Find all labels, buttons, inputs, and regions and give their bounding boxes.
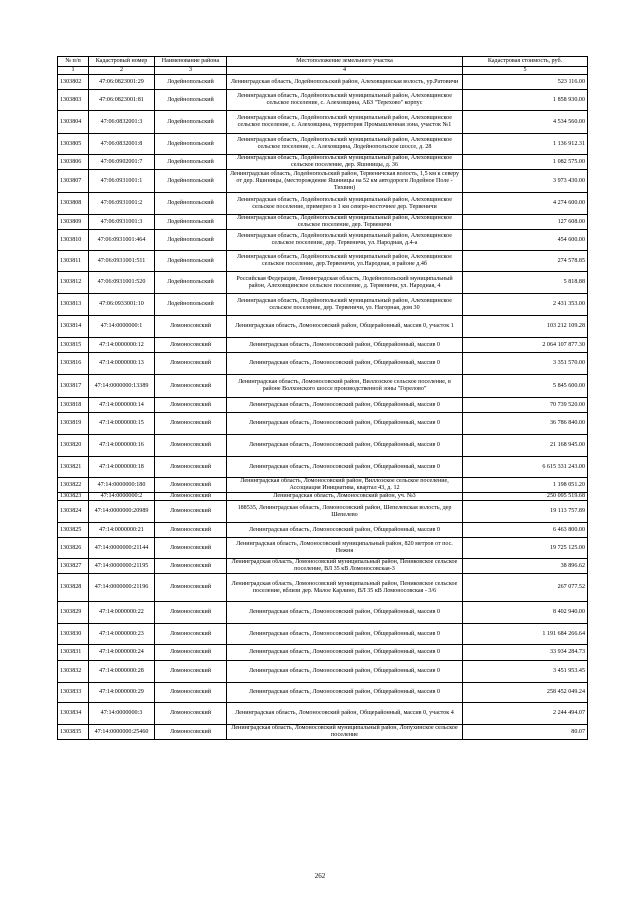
cost-cell: 5 845 600.00: [463, 375, 588, 398]
cadastral-number-cell: 47:06:0931001:464: [89, 230, 155, 251]
location-cell: Ленинградская область, Лодейнопольский муниципальный район, Алеховщинское сельское поселение, дер. Яшнницы, д. 36: [227, 155, 463, 170]
row-number-cell: 1303835: [58, 725, 89, 740]
row-number-cell: 1303825: [58, 523, 89, 538]
row-number-cell: 1303820: [58, 435, 89, 457]
table-row: [58, 683, 588, 703]
district-cell: Лодейнопольский: [155, 134, 227, 155]
row-number-cell: 1303816: [58, 353, 89, 375]
column-index: 5: [463, 67, 588, 75]
district-cell: Ломоносовский: [155, 501, 227, 523]
district-cell: Ломоносовский: [155, 413, 227, 435]
location-cell: Ленинградская область, Ломоносовский муниципальный район, Пениковское сельское поселение, ВЛ 35 кВ Ломоносовская-3: [227, 559, 463, 574]
cost-cell: 2 431 353.00: [463, 294, 588, 316]
row-number-cell: 1303822: [58, 478, 89, 493]
table-row: [58, 75, 588, 90]
cost-cell: 5 818.88: [463, 272, 588, 294]
cadastral-number-cell: 47:14:0000000:14: [89, 398, 155, 413]
cadastral-number-cell: 47:06:0931001:2: [89, 193, 155, 215]
cost-cell: 2 244 494.07: [463, 703, 588, 725]
cost-cell: 19 113 757.89: [463, 501, 588, 523]
district-cell: Ломоносовский: [155, 661, 227, 683]
table-row: [58, 602, 588, 624]
cadastral-number-cell: 47:06:0931001:520: [89, 272, 155, 294]
cost-cell: 1 858 930.00: [463, 90, 588, 111]
cadastral-number-cell: 47:06:0902001:7: [89, 155, 155, 170]
table-row: [58, 193, 588, 215]
cadastral-number-cell: 47:06:0933001:10: [89, 294, 155, 316]
location-cell: Ленинградская область, Ломоносовский район, Общерайонный, массив 0: [227, 523, 463, 538]
cadastral-number-cell: 47:14:0000000:1: [89, 316, 155, 338]
table-row: [58, 230, 588, 251]
cadastral-number-cell: 47:14:0000000:3: [89, 703, 155, 725]
row-number-cell: 1303830: [58, 624, 89, 645]
district-cell: Ломоносовский: [155, 493, 227, 501]
table-row: [58, 523, 588, 538]
cadastral-number-cell: 47:14:0000000:22: [89, 602, 155, 624]
cost-cell: 8 402 940.00: [463, 602, 588, 624]
location-cell: Ленинградская область, Ломоносовский муниципальный район, Пениковское сельское поселение, вблизи дер. Малое Карлино, ВЛ 35 кВ Ломоносовская - 3/6: [227, 574, 463, 602]
cost-cell: 250 095 519.68: [463, 493, 588, 501]
table-row: [58, 493, 588, 501]
cost-cell: 3 351 570.00: [463, 353, 588, 375]
district-cell: Лодейнопольский: [155, 215, 227, 230]
page-number: 262: [314, 872, 326, 880]
cadastral-number-cell: 47:14:0000000:20989: [89, 501, 155, 523]
location-cell: Ленинградская область, Ломоносовский район, Общерайонный, массив 0, участок 1: [227, 316, 463, 338]
district-cell: Ломоносовский: [155, 478, 227, 493]
cadastral-number-cell: 47:14:0000000:12: [89, 338, 155, 353]
table-row: [58, 251, 588, 272]
cost-cell: 1 136 912.31: [463, 134, 588, 155]
location-cell: Ленинградская область, Лодейнопольский муниципальный район, Алеховщинское сельское поселение, дер. Тервеничи: [227, 215, 463, 230]
row-number-cell: 1303818: [58, 398, 89, 413]
row-number-cell: 1303803: [58, 90, 89, 111]
table-row: [58, 538, 588, 559]
cost-cell: 36 786 840.00: [463, 413, 588, 435]
district-cell: Лодейнопольский: [155, 170, 227, 193]
location-cell: Ленинградская область, Ломоносовский район, Виллозское сельское поселение, в районе Волхонского шоссе производственной зоны "Горелово": [227, 375, 463, 398]
row-number-cell: 1303831: [58, 645, 89, 661]
row-number-cell: 1303819: [58, 413, 89, 435]
row-number-cell: 1303834: [58, 703, 89, 725]
location-cell: Ленинградская область, Ломоносовский район, уч. №3: [227, 493, 463, 501]
row-number-cell: 1303814: [58, 316, 89, 338]
cadastral-number-cell: 47:06:0832001:8: [89, 134, 155, 155]
district-cell: Ломоносовский: [155, 574, 227, 602]
row-number-cell: 1303806: [58, 155, 89, 170]
location-cell: Ленинградская область, Ломоносовский район, Виллозское сельское поселение, Ассоциация Инициатива, квартал 43, д. 12: [227, 478, 463, 493]
row-number-cell: 1303833: [58, 683, 89, 703]
table-row: [58, 155, 588, 170]
location-cell: Ленинградская область, Ломоносовский район, Общерайонный, массив 0: [227, 338, 463, 353]
cost-cell: 1 082 575.00: [463, 155, 588, 170]
location-cell: Ленинградская область, Ломоносовский район, Общерайонный, массив 0: [227, 661, 463, 683]
row-number-cell: 1303826: [58, 538, 89, 559]
column-index: 2: [89, 67, 155, 75]
location-cell: Ленинградская область, Лодейнопольский район, Тервеничская волость, 1,5 км к северу от дер. Яшнницы, (месторождение Яшнницы на 52 км автодороги Лодейное Поле - Тихвин): [227, 170, 463, 193]
column-index: 4: [227, 67, 463, 75]
cadastral-number-cell: 47:14:0000000:13389: [89, 375, 155, 398]
location-cell: Ленинградская область, Ломоносовский муниципальный район, Лопухинское сельское поселение: [227, 725, 463, 740]
location-cell: Ленинградская область, Ломоносовский район, Общерайонный, массив 0: [227, 353, 463, 375]
district-cell: Лодейнопольский: [155, 90, 227, 111]
cadastral-number-cell: 47:06:0832001:3: [89, 111, 155, 134]
district-cell: Ломоносовский: [155, 645, 227, 661]
row-number-cell: 1303810: [58, 230, 89, 251]
cadastral-number-cell: 47:14:0000000:23: [89, 624, 155, 645]
district-cell: Лодейнопольский: [155, 272, 227, 294]
row-number-cell: 1303809: [58, 215, 89, 230]
row-number-cell: 1303815: [58, 338, 89, 353]
cadastral-number-cell: 47:14:0000000:29: [89, 683, 155, 703]
table-row: [58, 134, 588, 155]
header-location: Местоположение земельного участка: [227, 57, 463, 67]
row-number-cell: 1303824: [58, 501, 89, 523]
location-cell: Ленинградская область, Ломоносовский район, Общерайонный, массив 0: [227, 683, 463, 703]
cost-cell: 70 739 520.00: [463, 398, 588, 413]
location-cell: Ленинградская область, Лодейнопольский муниципальный район, Алеховщинское сельское поселение, примерно в 1 км северо-восточнее дер. Тервеничи: [227, 193, 463, 215]
table-row: [58, 624, 588, 645]
table-column-index-row: [58, 67, 588, 75]
table-row: [58, 413, 588, 435]
district-cell: Ломоносовский: [155, 624, 227, 645]
cadastral-number-cell: 47:14:0000000:21144: [89, 538, 155, 559]
header-number: № п/п: [58, 57, 89, 67]
district-cell: Ломоносовский: [155, 602, 227, 624]
table-row: [58, 703, 588, 725]
district-cell: Ломоносовский: [155, 683, 227, 703]
table-row: [58, 398, 588, 413]
cost-cell: 19 725 125.00: [463, 538, 588, 559]
cadastral-number-cell: 47:14:0000000:21: [89, 523, 155, 538]
district-cell: Ломоносовский: [155, 523, 227, 538]
cadastral-value-table: [57, 56, 588, 740]
table-row: [58, 215, 588, 230]
district-cell: Ломоносовский: [155, 725, 227, 740]
location-cell: Ленинградская область, Лодейнопольский муниципальный район, Алеховщинское сельское поселение, дер. Тервеничи, ул. Нагорная, дом 30: [227, 294, 463, 316]
district-cell: Ломоносовский: [155, 559, 227, 574]
column-index: 3: [155, 67, 227, 75]
location-cell: Ленинградская область, Лодейнопольский муниципальный район, Алеховщинское сельское поселение, дер. Тервеничи, ул. Народная, д.4-а: [227, 230, 463, 251]
district-cell: Лодейнопольский: [155, 294, 227, 316]
cost-cell: 274 578.85: [463, 251, 588, 272]
cadastral-number-cell: 47:14:0000000:21196: [89, 574, 155, 602]
row-number-cell: 1303802: [58, 75, 89, 90]
cost-cell: 6 463 800.00: [463, 523, 588, 538]
cost-cell: 6 615 331 243.00: [463, 457, 588, 478]
cost-cell: 258 452 049.24: [463, 683, 588, 703]
header-district: Наименование района: [155, 57, 227, 67]
row-number-cell: 1303821: [58, 457, 89, 478]
table-row: [58, 353, 588, 375]
table-row: [58, 111, 588, 134]
row-number-cell: 1303828: [58, 574, 89, 602]
table-row: [58, 661, 588, 683]
cadastral-number-cell: 47:14:0000000:16: [89, 435, 155, 457]
cost-cell: 33 934 284.73: [463, 645, 588, 661]
table-row: [58, 90, 588, 111]
location-cell: Ленинградская область, Ломоносовский район, Общерайонный, массив 0: [227, 602, 463, 624]
cost-cell: 38 896.62: [463, 559, 588, 574]
row-number-cell: 1303813: [58, 294, 89, 316]
cadastral-number-cell: 47:14:0000000:180: [89, 478, 155, 493]
document-page: [57, 56, 587, 740]
cost-cell: 4 274 600.00: [463, 193, 588, 215]
table-row: [58, 435, 588, 457]
cadastral-number-cell: 47:14:0000000:21195: [89, 559, 155, 574]
location-cell: Ленинградская область, Ломоносовский муниципальный район, 820 метров от пос. Нежня: [227, 538, 463, 559]
table-row: [58, 478, 588, 493]
district-cell: Лодейнопольский: [155, 155, 227, 170]
location-cell: Ленинградская область, Лодейнопольский муниципальный район, Алеховщинское сельское поселение, дер.Тервеничи, ул.Народная, в районе д.4б: [227, 251, 463, 272]
cadastral-number-cell: 47:06:0931001:511: [89, 251, 155, 272]
table-row: [58, 272, 588, 294]
table-body: [58, 75, 588, 740]
location-cell: Российская Федерация, Ленинградская область, Лодейнопольский муниципальный район, Алеховщинское сельское поселение, д. Тервеничи, ул. Народная, 4: [227, 272, 463, 294]
location-cell: Ленинградская область, Ломоносовский район, Общерайонный, массив 0: [227, 413, 463, 435]
location-cell: Ленинградская область, Лодейнопольский район, Алеховщинская волость, ур.Ратовичи: [227, 75, 463, 90]
cost-cell: 2 064 107 877.30: [463, 338, 588, 353]
location-cell: Ленинградская область, Лодейнопольский муниципальный район, Алеховщинское сельское поселение, с. Алеховщина, АБЗ "Терехово" корпус: [227, 90, 463, 111]
column-index: 1: [58, 67, 89, 75]
location-cell: Ленинградская область, Ломоносовский район, Общерайонный, массив 0: [227, 398, 463, 413]
cost-cell: 454 600.00: [463, 230, 588, 251]
district-cell: Ломоносовский: [155, 435, 227, 457]
cadastral-number-cell: 47:14:0000000:18: [89, 457, 155, 478]
table-row: [58, 457, 588, 478]
row-number-cell: 1303823: [58, 493, 89, 501]
district-cell: Лодейнопольский: [155, 75, 227, 90]
location-cell: 188535, Ленинградская область, Ломоносовский район, Шепелевская волость, дер Шепелево: [227, 501, 463, 523]
location-cell: Ленинградская область, Ломоносовский район, Общерайонный, массив 0: [227, 645, 463, 661]
row-number-cell: 1303827: [58, 559, 89, 574]
table-row: [58, 338, 588, 353]
cost-cell: 267 077.52: [463, 574, 588, 602]
header-cost: Кадастровая стоимость, руб.: [463, 57, 588, 67]
table-row: [58, 170, 588, 193]
location-cell: Ленинградская область, Ломоносовский район, Общерайонный, массив 0, участок 4: [227, 703, 463, 725]
row-number-cell: 1303805: [58, 134, 89, 155]
row-number-cell: 1303817: [58, 375, 89, 398]
cost-cell: 80.07: [463, 725, 588, 740]
cadastral-number-cell: 47:14:0000000:25460: [89, 725, 155, 740]
district-cell: Ломоносовский: [155, 375, 227, 398]
location-cell: Ленинградская область, Лодейнопольский муниципальный район, Алеховщинское сельское поселение, с. Алеховщина, территория Промышленная зона, участок №1: [227, 111, 463, 134]
row-number-cell: 1303829: [58, 602, 89, 624]
cadastral-number-cell: 47:06:0823001:81: [89, 90, 155, 111]
table-header-row: [58, 57, 588, 67]
row-number-cell: 1303812: [58, 272, 89, 294]
cost-cell: 21 168 945.00: [463, 435, 588, 457]
district-cell: Ломоносовский: [155, 338, 227, 353]
location-cell: Ленинградская область, Ломоносовский район, Общерайонный, массив 0: [227, 457, 463, 478]
district-cell: Ломоносовский: [155, 398, 227, 413]
cost-cell: 1 191 684 266.64: [463, 624, 588, 645]
table-row: [58, 725, 588, 740]
row-number-cell: 1303807: [58, 170, 89, 193]
cost-cell: 3 451 953.45: [463, 661, 588, 683]
location-cell: Ленинградская область, Лодейнопольский муниципальный район, Алеховщинское сельское поселение, с. Алеховщина, Лодейнопольское шоссе, д. 28: [227, 134, 463, 155]
table-row: [58, 316, 588, 338]
cost-cell: 103 212 109.28: [463, 316, 588, 338]
row-number-cell: 1303832: [58, 661, 89, 683]
location-cell: Ленинградская область, Ломоносовский район, Общерайонный, массив 0: [227, 435, 463, 457]
cadastral-number-cell: 47:14:0000000:13: [89, 353, 155, 375]
row-number-cell: 1303804: [58, 111, 89, 134]
cadastral-number-cell: 47:14:0000000:28: [89, 661, 155, 683]
district-cell: Лодейнопольский: [155, 251, 227, 272]
district-cell: Лодейнопольский: [155, 193, 227, 215]
cadastral-number-cell: 47:14:0000000:24: [89, 645, 155, 661]
cost-cell: 127 608.00: [463, 215, 588, 230]
header-cadastral-number: Кадастровый номер: [89, 57, 155, 67]
district-cell: Лодейнопольский: [155, 230, 227, 251]
cost-cell: 1 198 051.20: [463, 478, 588, 493]
table-row: [58, 501, 588, 523]
table-row: [58, 559, 588, 574]
cost-cell: 3 973 430.00: [463, 170, 588, 193]
cadastral-number-cell: 47:06:0931001:1: [89, 170, 155, 193]
row-number-cell: 1303811: [58, 251, 89, 272]
cadastral-number-cell: 47:14:0000000:15: [89, 413, 155, 435]
table-row: [58, 574, 588, 602]
district-cell: Ломоносовский: [155, 703, 227, 725]
district-cell: Ломоносовский: [155, 353, 227, 375]
table-row: [58, 294, 588, 316]
district-cell: Ломоносовский: [155, 316, 227, 338]
table-row: [58, 645, 588, 661]
table-row: [58, 375, 588, 398]
cadastral-number-cell: 47:14:0000000:2: [89, 493, 155, 501]
district-cell: Лодейнопольский: [155, 111, 227, 134]
cost-cell: 4 534 560.00: [463, 111, 588, 134]
cadastral-number-cell: 47:06:0823001:29: [89, 75, 155, 90]
location-cell: Ленинградская область, Ломоносовский район, Общерайонный, массив 0: [227, 624, 463, 645]
district-cell: Ломоносовский: [155, 538, 227, 559]
cadastral-number-cell: 47:06:0931001:3: [89, 215, 155, 230]
district-cell: Ломоносовский: [155, 457, 227, 478]
cost-cell: 523 116.00: [463, 75, 588, 90]
row-number-cell: 1303808: [58, 193, 89, 215]
